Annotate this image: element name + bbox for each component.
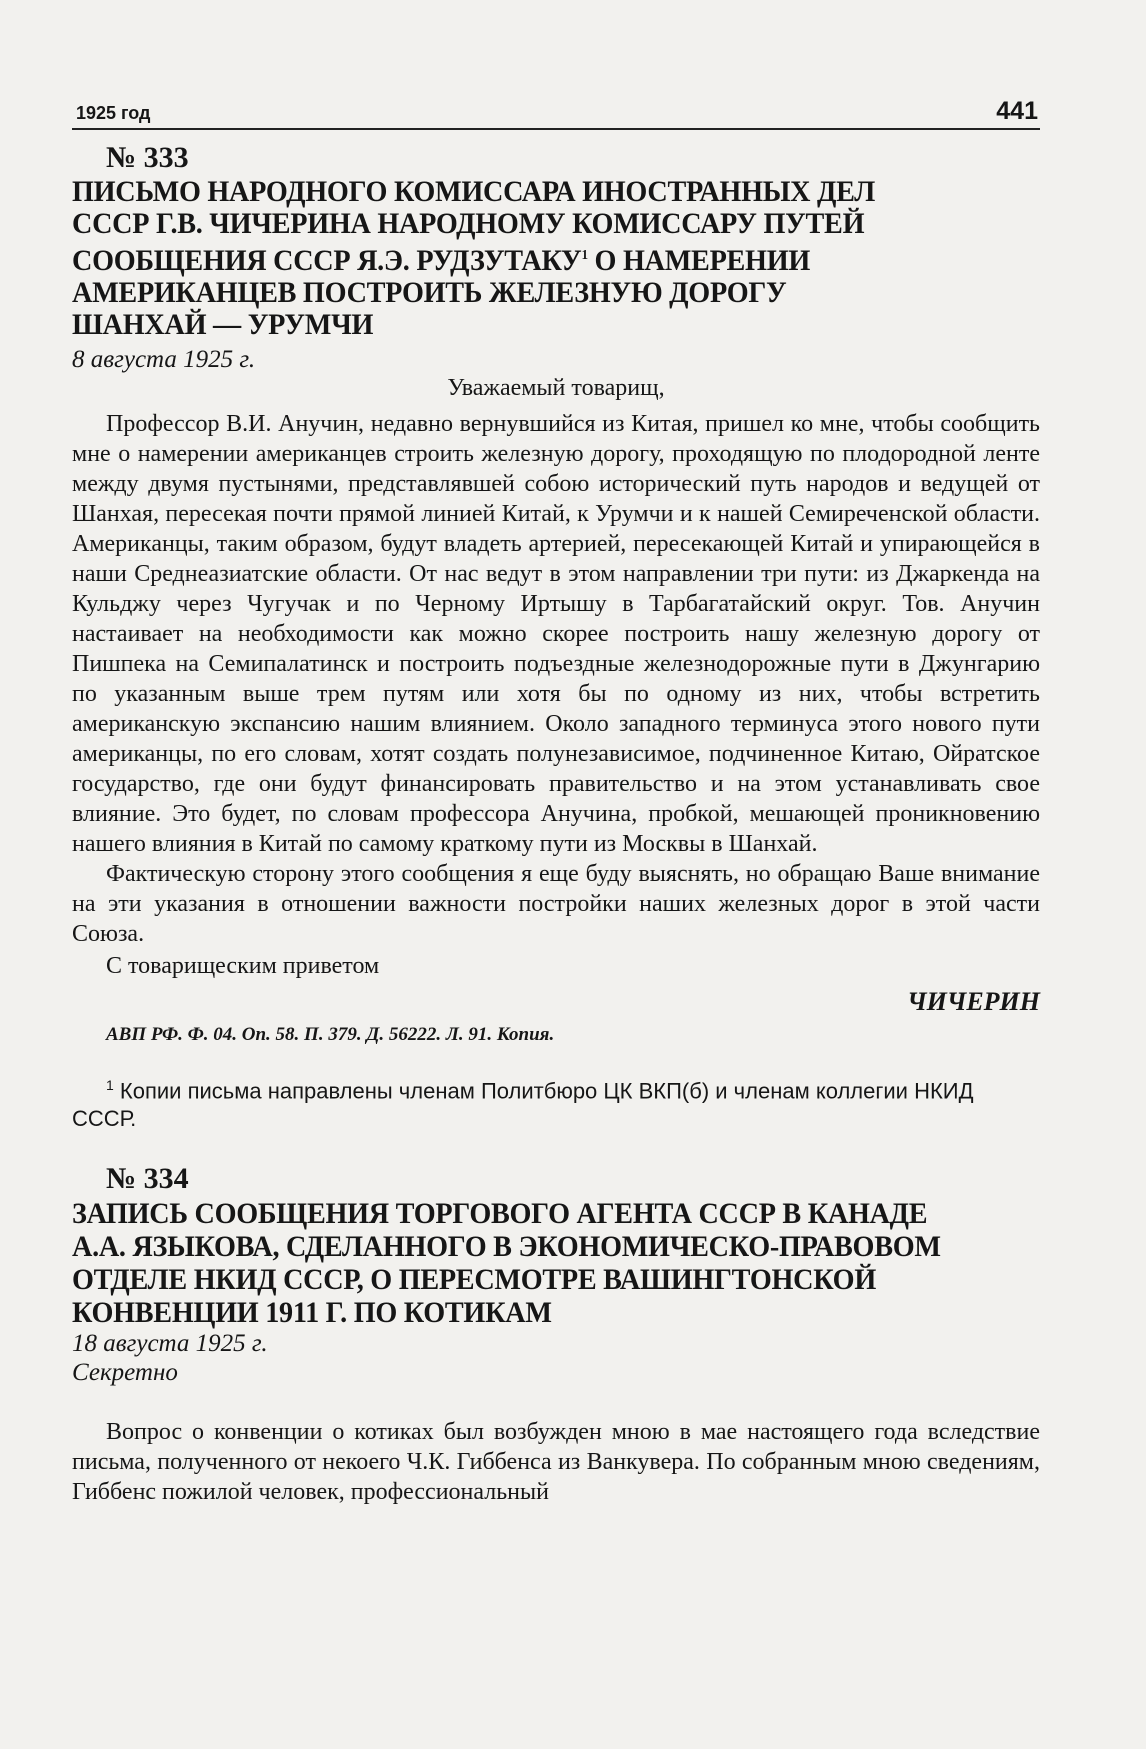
title-footnote-mark: 1 bbox=[581, 248, 588, 263]
body-paragraph: Фактическую сторону этого сообщения я еще буду выяснять, но обращаю Ваше внимание на эти указания в отношении важности постройки наших железных дорог в этой части Союза. bbox=[72, 861, 1040, 947]
letter-closing: С товарищеским приветом bbox=[106, 953, 380, 979]
signature: ЧИЧЕРИН bbox=[907, 987, 1040, 1016]
letter-greeting: Уважаемый товарищ, bbox=[447, 375, 665, 401]
spacer bbox=[72, 1387, 1040, 1417]
running-header bbox=[72, 98, 1040, 130]
classification-label: Секретно bbox=[72, 1359, 178, 1387]
title-part-1: ПИСЬМО НАРОДНОГО КОМИССАРА ИНОСТРАННЫХ ДЕЛ СССР Г.В. ЧИЧЕРИНА НАРОДНОМУ КОМИССАРУ ПУТЕЙ СООБЩЕНИЯ СССР Я.Э. РУДЗУТАКУ bbox=[72, 175, 875, 277]
header-year: 1925 год bbox=[76, 103, 151, 123]
document-title bbox=[72, 176, 1040, 341]
document-333 bbox=[72, 140, 1040, 1133]
page-content bbox=[72, 140, 1040, 1507]
footnote-text: Копии письма направлены членам Политбюро ЦК ВКП(б) и членам коллегии НКИД СССР. bbox=[72, 1078, 974, 1132]
document-title: ЗАПИСЬ СООБЩЕНИЯ ТОРГОВОГО АГЕНТА СССР В КАНАДЕ А.А. ЯЗЫКОВА, СДЕЛАННОГО В ЭКОНОМИЧЕСКО-ПРАВОВОМ ОТДЕЛЕ НКИД СССР, О ПЕРЕСМОТРЕ ВАШИНГТОНСКОЙ КОНВЕНЦИИ 1911 Г. ПО КОТИКАМ bbox=[72, 1197, 941, 1330]
footnote-mark: 1 bbox=[106, 1077, 114, 1093]
body-paragraph: Профессор В.И. Анучин, недавно вернувшийся из Китая, пришел ко мне, чтобы сообщить мне о намерении американцев строить железную дорогу, проходящую по плодородной ленте между двумя пустынями, представлявшей собою исторический путь народов и ведущей от Шанхая, пересекая почти прямой линией Китай, к Урумчи и к нашей Семиреченской области. Американцы, таким образом, будут владеть артерией, пересекающей Китай и упирающейся в наши Среднеазиатские области. От нас ведут в этом направлении три пути: из Джаркенда на Кульджу через Чугучак и по Черному Иртышу в Тарбагатайский округ. Тов. Анучин настаивает на необходимости как можно скорее построить нашу железную дорогу от Пишпека на Семипалатинск и построить подъездные железнодорожные пути в Джунгарию по указанным выше трем путям или хотя бы по одному из них, чтобы встретить американскую экспансию нашим влиянием. Около западного терминуса этого нового пути американцы, по его словам, хотят создать полунезависимое, подчиненное Китаю, Ойратское государство, где они будут финансировать правительство и на этом устанавливать свое влияние. Это будет, по словам профессора Анучина, пробкой, мешающей проникновению нашего влияния в Китай по самому краткому пути из Москвы в Шанхай. bbox=[72, 411, 1040, 857]
document-date: 18 августа 1925 г. bbox=[72, 1330, 268, 1358]
body-paragraph: Вопрос о конвенции о котиках был возбужден мною в мае настоящего года вследствие письма, полученного от некоего Ч.К. Гиббенса из Ванкувера. По собранным мною сведениям, Гиббенс пожилой человек, профессиональный bbox=[72, 1419, 1040, 1506]
title-part-2: О НАМЕРЕНИИ АМЕРИКАНЦЕВ ПОСТРОИТЬ ЖЕЛЕЗНУЮ ДОРОГУ ШАНХАЙ — УРУМЧИ bbox=[72, 244, 811, 341]
document-date: 8 августа 1925 г. bbox=[72, 346, 256, 373]
page-number: 441 bbox=[996, 97, 1038, 125]
document-number: № 334 bbox=[106, 1162, 189, 1196]
footnote bbox=[72, 1071, 1040, 1133]
archive-reference: АВП РФ. Ф. 04. Оп. 58. П. 379. Д. 56222. Л. 91. Копия. bbox=[106, 1024, 555, 1045]
document-number: № 333 bbox=[106, 141, 189, 174]
document-334 bbox=[72, 1161, 1040, 1507]
